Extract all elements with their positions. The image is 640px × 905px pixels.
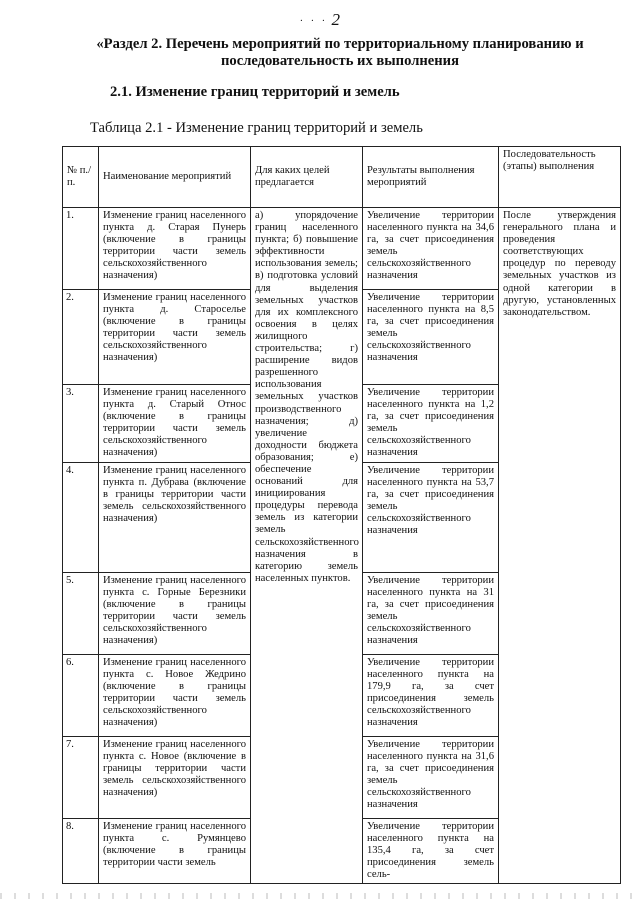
scan-artifact	[0, 893, 640, 899]
row-result: Увеличение территории населенного пункта на 1,2 га, за счет присоединения земель сельскохозяйственного назначения	[363, 385, 499, 463]
sequence-cell: После утверждения генерального плана и проведения соответствующих процедур по переводу земельных участков из одной категории в другую, установленных законодательством.	[499, 208, 621, 884]
row-number: 4.	[63, 462, 99, 572]
row-result: Увеличение территории населенного пункта на 135,4 га, за счет присоединения земель сель-	[363, 818, 499, 883]
row-measure-name: Изменение границ населенного пункта д. Старый Относ (включение в границы территории части земель сельскохозяйственного назначения)	[99, 385, 251, 463]
subsection-heading: 2.1. Изменение границ территорий и земель	[110, 84, 400, 100]
row-number: 3.	[63, 385, 99, 463]
section-heading: «Раздел 2. Перечень мероприятий по территориальному планированию и последовательность их выполнения	[96, 36, 584, 69]
col-header-name: Наименование мероприятий	[99, 147, 251, 208]
table-row	[63, 208, 621, 290]
row-measure-name: Изменение границ населенного пункта с. Румянцево (включение в границы территории части земель	[99, 818, 251, 883]
col-header-number: № п./п.	[63, 147, 99, 208]
table-header-row	[63, 147, 621, 208]
row-measure-name: Изменение границ населенного пункта д. Старая Пунерь (включение в границы территории части земель сельскохозяйственного назначения)	[99, 208, 251, 290]
row-number: 1.	[63, 208, 99, 290]
measures-table	[62, 146, 621, 884]
row-result: Увеличение территории населенного пункта на 53,7 га, за счет присоединения земель сельскохозяйственного назначения	[363, 462, 499, 572]
row-measure-name: Изменение границ населенного пункта с. Горные Березники (включение в границы территории части земель сельскохозяйственного назначения)	[99, 572, 251, 654]
row-result: Увеличение территории населенного пункта на 179,9 га, за счет присоединения земель сельскохозяйственного назначения	[363, 654, 499, 736]
page-number: · · · 2	[300, 10, 340, 29]
row-number: 2.	[63, 290, 99, 385]
row-measure-name: Изменение границ населенного пункта п. Дубрава (включение в границы территории части земель сельскохозяйственного назначения)	[99, 462, 251, 572]
row-result: Увеличение территории населенного пункта на 8,5 га, за счет присоединения земель сельскохозяйственного назначения	[363, 290, 499, 385]
col-header-purpose: Для каких целей предлагается	[251, 147, 363, 208]
row-measure-name: Изменение границ населенного пункта с. Новое Жедрино (включение в границы территории части земель сельскохозяйственного назначения)	[99, 654, 251, 736]
table-caption: Таблица 2.1 - Изменение границ территорий и земель	[90, 120, 423, 136]
row-result: Увеличение территории населенного пункта на 34,6 га, за счет присоединения земель сельскохозяйственного назначения	[363, 208, 499, 290]
row-result: Увеличение территории населенного пункта на 31,6 га, за счет присоединения земель сельскохозяйственного назначения	[363, 736, 499, 818]
row-measure-name: Изменение границ населенного пункта с. Новое (включение в границы территории части земель сельскохозяйственного назначения)	[99, 736, 251, 818]
row-result: Увеличение территории населенного пункта на 31 га, за счет присоединения земель сельскохозяйственного назначения	[363, 572, 499, 654]
col-header-result: Результаты выполнения мероприятий	[363, 147, 499, 208]
row-measure-name: Изменение границ населенного пункта д. Староселье (включение в границы территории части земель сельскохозяйственного назначения)	[99, 290, 251, 385]
row-number: 6.	[63, 654, 99, 736]
purposes-cell: а) упорядочение границ населенного пункта; б) повышение эффективности использования земель; в) подготовка условий для выделения земельных участков для их комплексного освоения в целях жилищного строительства; г) расширение видов разрешенного использования земельных участков производственного назначения; д) увеличение доходности бюджета образования; е) обеспечение оснований для инициирования процедуры перевода земель из категории земель сельскохозяйственного назначения в категорию земель населенных пунктов.	[251, 208, 363, 884]
row-number: 7.	[63, 736, 99, 818]
row-number: 8.	[63, 818, 99, 883]
col-header-sequence: Последовательность (этапы) выполнения	[499, 147, 621, 208]
row-number: 5.	[63, 572, 99, 654]
